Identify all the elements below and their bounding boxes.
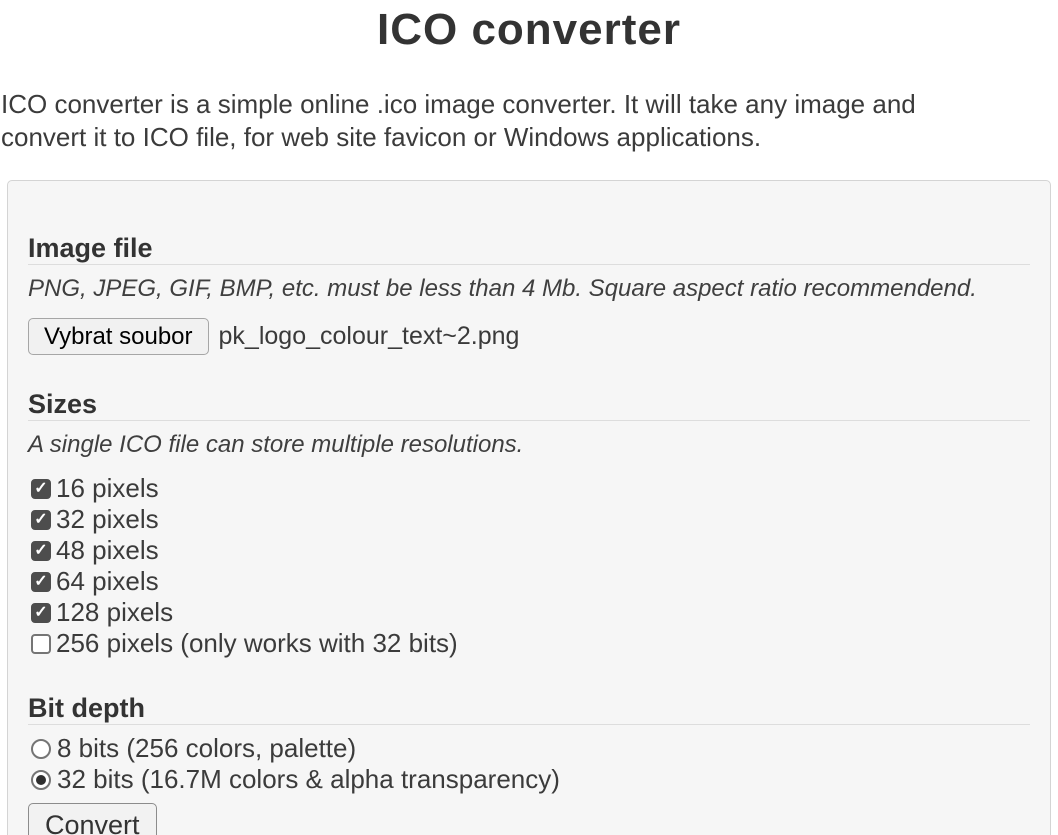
size-option-row[interactable] <box>31 504 1030 535</box>
size-option-label[interactable]: 256 pixels (only works with 32 bits) <box>56 628 458 658</box>
size-checkbox-checked[interactable] <box>31 479 51 499</box>
bit-depth-heading: Bit depth <box>28 693 1030 725</box>
bit-depth-list <box>28 733 1030 795</box>
radio-dot <box>36 775 46 785</box>
size-option-row[interactable] <box>31 628 1030 659</box>
bit-depth-radio-unselected[interactable] <box>31 739 51 759</box>
size-option-row[interactable] <box>31 473 1030 504</box>
file-input[interactable] <box>28 318 1030 355</box>
size-checkbox-unchecked[interactable] <box>31 634 51 654</box>
checkmark-icon: ✓ <box>34 603 48 621</box>
bit-depth-radio-selected[interactable] <box>31 770 51 790</box>
checkmark-icon: ✓ <box>34 572 48 590</box>
page-title: ICO converter <box>377 5 681 54</box>
page-description: ICO converter is a simple online .ico image converter. It will take any image and convert it to ICO file, for web site favicon or Windows applications. <box>1 89 916 152</box>
bit-depth-option-label[interactable]: 32 bits (16.7M colors & alpha transparency) <box>57 764 560 794</box>
bit-depth-section <box>28 693 1030 795</box>
size-option-label[interactable]: 128 pixels <box>56 597 174 627</box>
checkmark-icon: ✓ <box>34 541 48 559</box>
image-file-hint: PNG, JPEG, GIF, BMP, etc. must be less than 4 Mb. Square aspect ratio recommendend. <box>28 275 977 302</box>
size-option-row[interactable] <box>31 566 1030 597</box>
checkmark-icon: ✓ <box>34 479 48 497</box>
converter-form-panel <box>7 180 1051 835</box>
sizes-list <box>28 473 1030 659</box>
image-file-section <box>28 233 1030 355</box>
size-checkbox-checked[interactable] <box>31 510 51 530</box>
bit-depth-option-row[interactable] <box>31 733 1030 764</box>
image-file-heading: Image file <box>28 233 1030 265</box>
size-option-row[interactable] <box>31 535 1030 566</box>
ico-converter-page <box>0 4 1058 835</box>
convert-button[interactable]: Convert <box>28 803 157 835</box>
sizes-hint: A single ICO file can store multiple resolutions. <box>28 431 524 458</box>
size-option-label[interactable]: 32 pixels <box>56 504 159 534</box>
size-option-label[interactable]: 64 pixels <box>56 566 159 596</box>
size-option-row[interactable] <box>31 597 1030 628</box>
checkmark-icon: ✓ <box>34 510 48 528</box>
bit-depth-option-label[interactable]: 8 bits (256 colors, palette) <box>57 733 357 763</box>
bit-depth-option-row[interactable] <box>31 764 1030 795</box>
size-option-label[interactable]: 16 pixels <box>56 473 159 503</box>
sizes-heading: Sizes <box>28 389 1030 421</box>
size-checkbox-checked[interactable] <box>31 572 51 592</box>
size-checkbox-checked[interactable] <box>31 603 51 623</box>
sizes-section <box>28 389 1030 659</box>
size-option-label[interactable]: 48 pixels <box>56 535 159 565</box>
selected-file-name: pk_logo_colour_text~2.png <box>218 322 520 350</box>
choose-file-button[interactable]: Vybrat soubor <box>28 318 209 355</box>
size-checkbox-checked[interactable] <box>31 541 51 561</box>
